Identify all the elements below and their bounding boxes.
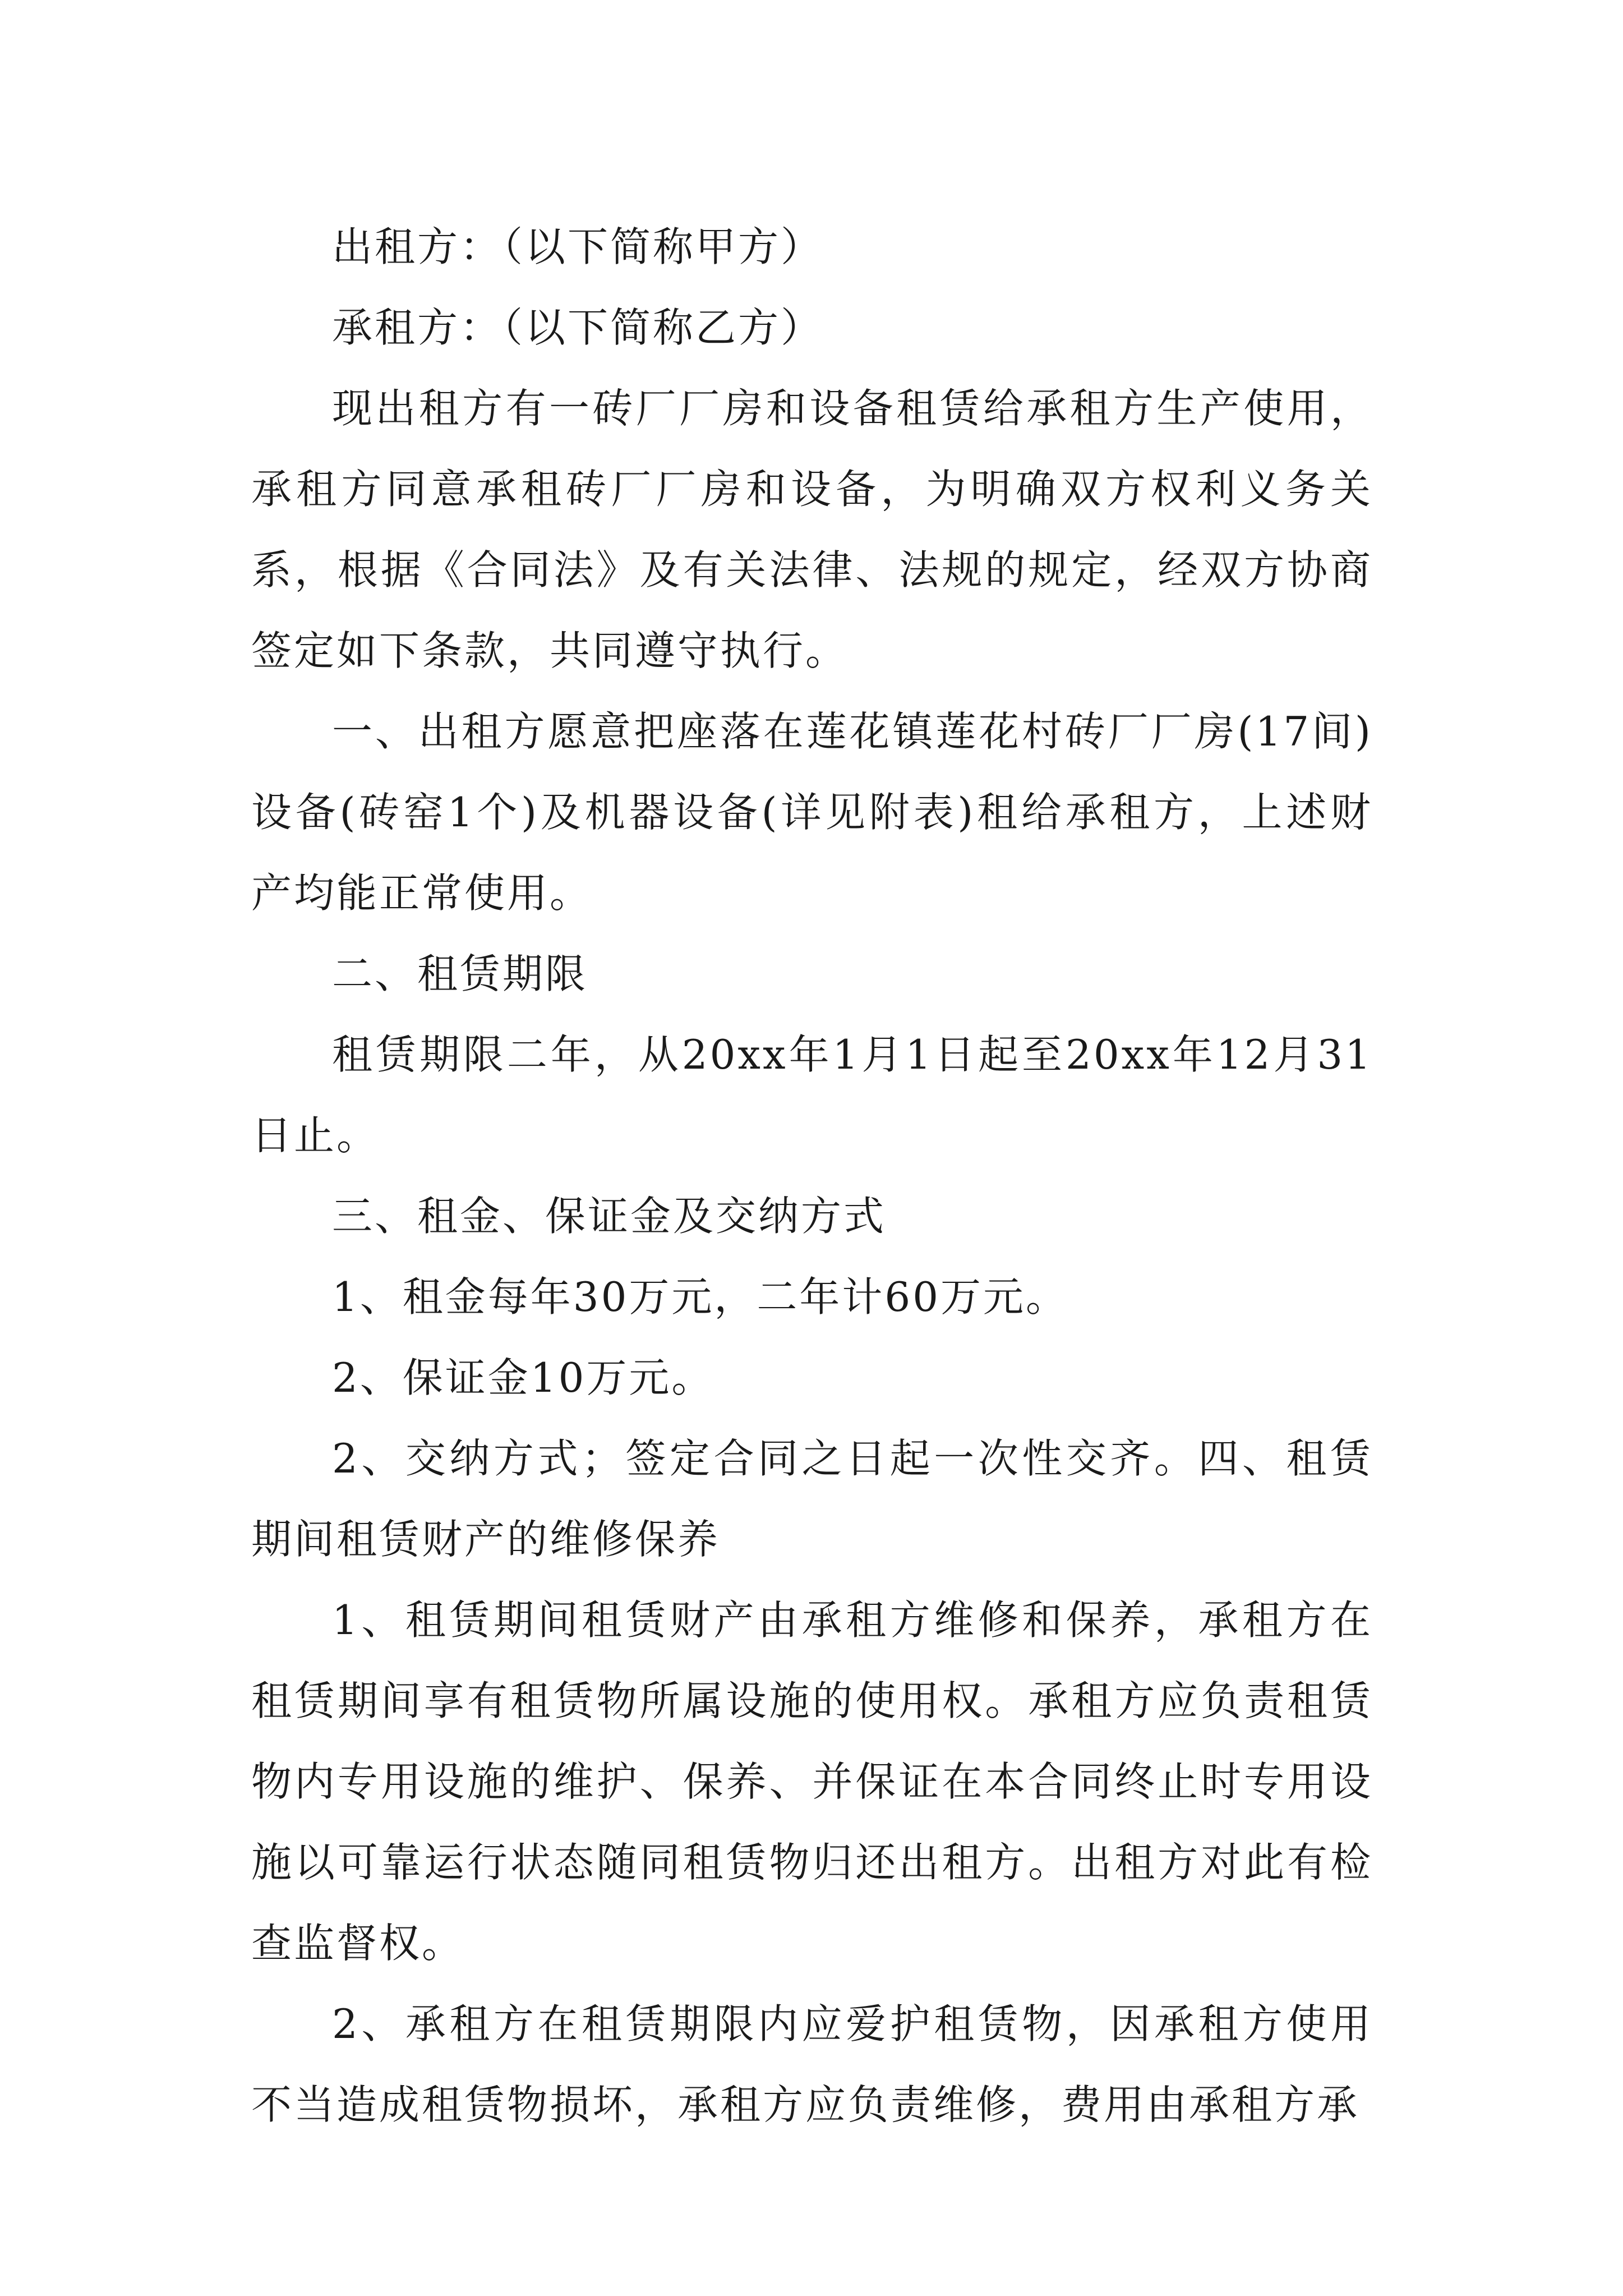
contract-body [251, 206, 1373, 2145]
lessor-line: 出租方：（以下简称甲方） [332, 223, 824, 270]
preamble-paragraph: 现出租方有一砖厂厂房和设备租赁给承租方生产使用，承租方同意承租砖厂厂房和设备，为明确双方权利义务关系，根据《合同法》及有关法律、法规的规定，经双方协商签定如下条款，共同遵守执行。 [251, 385, 1373, 674]
lessee-line: 承租方：（以下简称乙方） [332, 304, 824, 351]
clause-1-paragraph: 一、出租方愿意把座落在莲花镇莲花村砖厂厂房(17间)设备(砖窑1个)及机器设备(详见附表)租给承租方，上述财产均能正常使用。 [251, 708, 1373, 917]
lease-term-paragraph: 租赁期限二年，从20xx年1月1日起至20xx年12月31日止。 [251, 1031, 1373, 1159]
deposit-paragraph: 2、保证金10万元。 [332, 1354, 714, 1401]
section-heading-rent-deposit: 三、租金、保证金及交纳方式 [332, 1193, 887, 1240]
section-heading-lease-term: 二、租赁期限 [332, 950, 588, 997]
payment-method-paragraph: 2、交纳方式；签定合同之日起一次性交齐。四、租赁期间租赁财产的维修保养 [251, 1435, 1373, 1563]
maintenance-clause-1-paragraph: 1、租赁期间租赁财产由承租方维修和保养，承租方在租赁期间享有租赁物所属设施的使用权。承租方应负责租赁物内专用设施的维护、保养、并保证在本合同终止时专用设施以可靠运行状态随同租赁物归还出租方。出租方对此有检查监督权。 [251, 1596, 1373, 1967]
maintenance-clause-2-paragraph: 2、承租方在租赁期限内应爱护租赁物，因承租方使用不当造成租赁物损坏，承租方应负责维修，费用由承租方承 [251, 2000, 1373, 2128]
rent-amount-paragraph: 1、租金每年30万元，二年计60万元。 [332, 1273, 1069, 1320]
